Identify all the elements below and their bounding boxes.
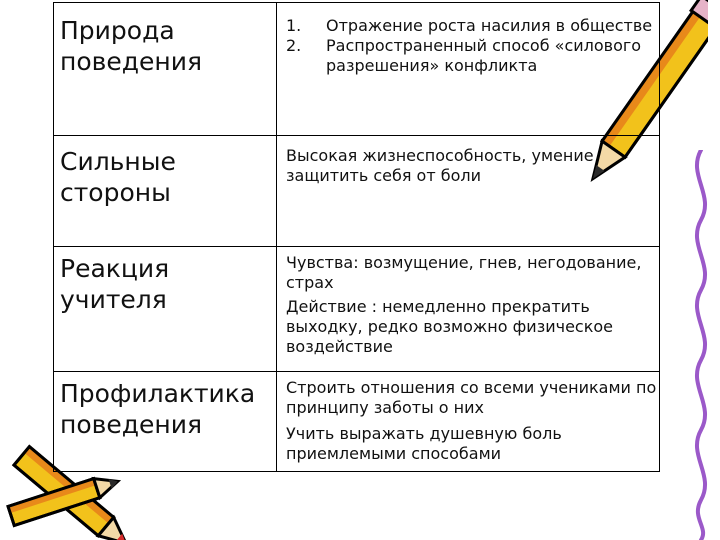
list-text: Отражение роста насилия в обществе bbox=[326, 16, 653, 35]
row-heading: Профилактика поведения bbox=[60, 379, 256, 439]
row-content bbox=[286, 16, 658, 76]
row-paragraph: Чувства: возмущение, гнев, негодование, страх bbox=[286, 253, 642, 292]
list-number: 1. bbox=[286, 16, 302, 35]
list-item bbox=[286, 16, 658, 36]
row-content bbox=[286, 378, 658, 464]
row-content bbox=[286, 253, 658, 357]
table-row bbox=[54, 136, 659, 247]
list-number: 2. bbox=[286, 36, 302, 55]
list-item bbox=[286, 36, 658, 76]
row-paragraph: Строить отношения со всеми учениками по принципу заботы о них bbox=[286, 378, 657, 417]
table-row bbox=[54, 247, 659, 372]
table-row bbox=[54, 372, 659, 471]
squiggle-line-icon bbox=[683, 150, 719, 540]
table-row bbox=[54, 3, 659, 136]
row-paragraph: Действие : немедленно прекратить выходку, редко возможно физическое воздействие bbox=[286, 297, 613, 356]
row-content bbox=[286, 146, 658, 186]
row-heading: Природа поведения bbox=[60, 16, 203, 76]
info-table bbox=[53, 2, 660, 472]
row-heading: Сильные стороны bbox=[60, 147, 176, 207]
row-paragraph: Учить выражать душевную боль приемлемыми способами bbox=[286, 424, 562, 463]
row-paragraph: Высокая жизнеспособность, умение защитить себя от боли bbox=[286, 146, 594, 185]
list-text: Распространенный способ «силового разрешения» конфликта bbox=[326, 36, 642, 75]
row-heading: Реакция учителя bbox=[60, 254, 170, 314]
